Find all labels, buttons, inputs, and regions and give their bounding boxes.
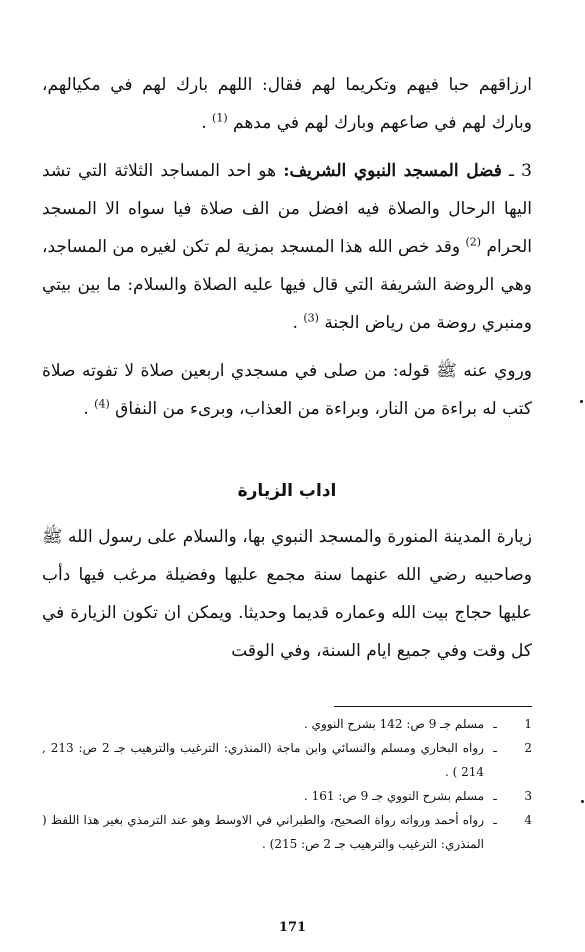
footnote-divider [334,706,532,707]
paragraph-4-text: زيارة المدينة المنورة والمسجد النبوي بها، والسلام على رسول الله ﷺ وصاحبيه رضي الله عنهما سنة مجمع عليها وفضيلة مرغب فيها دأب عليها حجاج بيت الله وعماره قديما وحديثا. ويمكن ان تكون الزيارة في كل وقت وفي جميع ايام السنة، وفي الوقت [42,527,532,661]
paragraph-1-text: ارزاقهم حبا فيهم وتكريما لهم فقال: اللهم بارك لهم في مكيالهم، وبارك لهم في صاعهم وبارك لهم في مدهم [42,75,532,133]
footnote-item [42,712,532,736]
page-body [42,66,532,670]
footnote-number: 2 [524,741,532,755]
paragraph-1 [42,66,532,142]
footnote-text: رواه البخاري ومسلم والنسائي وابن ماجة (المنذري: الترغيب والترهيب جـ 2 ص: 213 , 214 ) . [42,741,484,779]
paragraph-2-number: 3 ـ [501,161,532,181]
footnote-item [42,784,532,808]
footnote-item [42,736,532,784]
paragraph-2-heading: فضل المسجد النبوي الشريف: [283,161,502,181]
footnote-number: 3 [524,789,532,803]
paragraph-3-text: وروي عنه ﷺ قوله: من صلى في مسجدي اربعين صلاة لا تفوته صلاة كتب له براءة من النار، وبراءة من العذاب، وبرىء من النفاق [42,361,532,419]
footnote-ref-2: (2) [465,235,482,249]
paragraph-2 [42,152,532,342]
footnotes [42,712,532,856]
footnote-text: رواه أحمد ورواته رواة الصحيح، والطبراني في الاوسط وهو عند الترمذي بغير هذا اللفظ ( المنذري: الترغيب والترهيب جـ 2 ص: 215) . [42,813,484,851]
paragraph-2-end: . [292,313,304,333]
section-title: اداب الزيارة [237,481,337,501]
paragraph-2-text-a: هو احد المساجد الثلاثة التي تشد اليها الرحال والصلاة فيه افضل من الف صلاة فيا سواه الا المسجد الحرام [42,161,533,257]
footnote-dash: ـ [493,789,497,803]
paragraph-4 [42,518,532,670]
footnote-ref-3: (3) [303,311,319,325]
footnote-text: مسلم جـ 9 ص: 142 بشرح النووي . [303,717,484,731]
footnote-ref-1: (1) [212,111,228,125]
edge-speck [580,400,583,403]
paragraph-2-text-b: وقد خص الله هذا المسجد بمزية لم تكن لغيره من المساجد، وهي الروضة الشريفة التي قال فيها عليه الصلاة والسلام: ما بين بيتي ومنبري روضة من رياض الجنة [42,237,532,333]
edge-speck [581,800,584,803]
footnote-text: مسلم بشرح النووي جـ 9 ص: 161 . [303,789,484,803]
footnote-dash: ـ [493,717,497,731]
footnote-number: 4 [524,813,532,827]
paragraph-3 [42,352,532,428]
paragraph-1-end: . [201,113,213,133]
footnote-item [42,808,532,856]
paragraph-3-end: . [83,399,95,419]
footnote-ref-4: (4) [94,397,110,411]
footnote-number: 1 [524,717,532,731]
footnote-dash: ـ [493,741,497,755]
footnote-dash: ـ [493,813,497,827]
page-number: 171 [278,920,307,935]
